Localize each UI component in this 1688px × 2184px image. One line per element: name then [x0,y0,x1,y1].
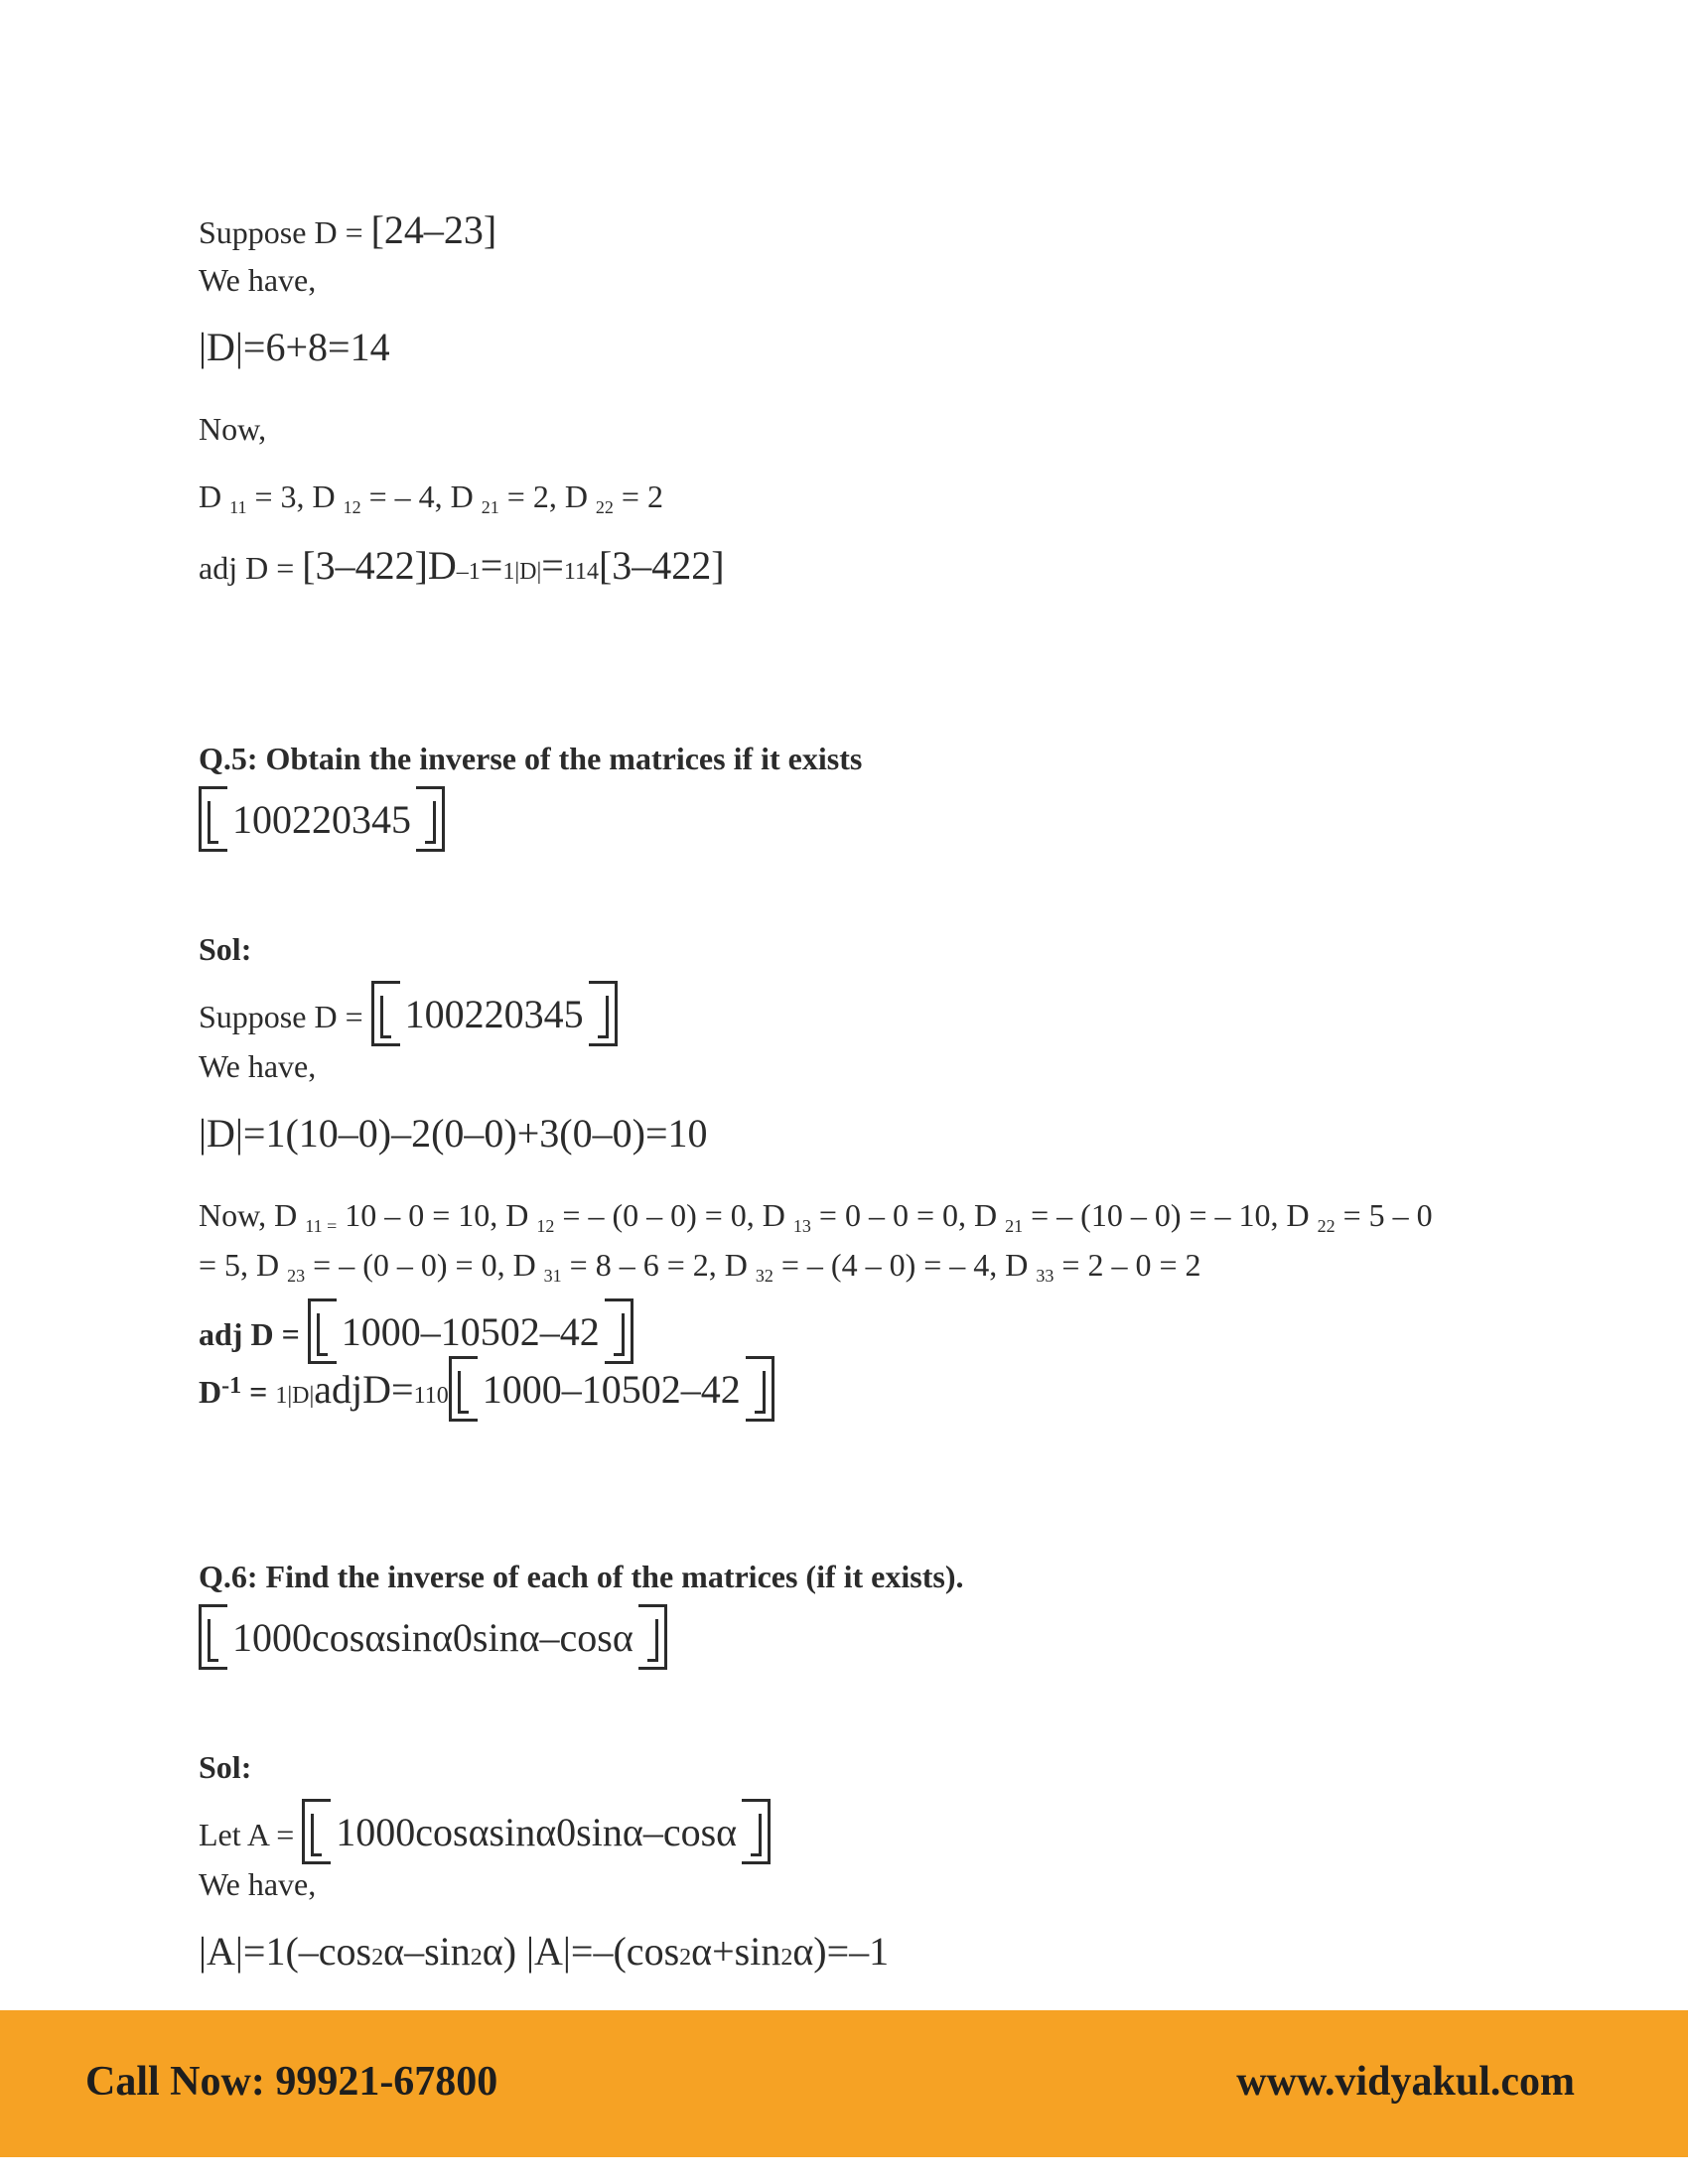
q6-we-have: We have, [199,1866,317,1902]
cofactors-1: D $_{11}$ = 3, D $_{12}$ = – 4, D $_{21}$ = 2, D $_{22}$ = 2 [199,478,663,517]
q6-let: Let A = 1000cosαsinα0sinα–cosα [199,1803,771,1862]
we-have-1: We have, [199,262,317,298]
website-link[interactable]: www.vidyakul.com [1236,2059,1575,2105]
suppose-line-1: Suppose D = [24–23] [199,207,497,252]
q5-determinant: |D|=1(10–0)–2(0–0)+3(0–0)=10 [199,1111,708,1156]
now-label: Now, [199,411,267,447]
q6-determinant: |A|=1(–cos2α–sin2α) |A|=–(cos2α+sin2α)=–1 [199,1929,890,1974]
q6-sol-label: Sol: [199,1749,252,1785]
q5-matrix: 100220345 [199,790,445,850]
adjoint-1: adj D = [3–422]D–1=1|D|=114[3–422] [199,543,725,588]
q6-matrix: 1000cosαsinα0sinα–cosα [199,1608,667,1668]
q5-we-have: We have, [199,1048,317,1084]
determinant-1: |D|=6+8=14 [199,325,390,369]
q5-heading: Q.5: Obtain the inverse of the matrices if it exists [199,741,863,776]
q5-sol-label: Sol: [199,931,252,967]
q5-inverse: $D^{-1}$ = 1|D|adjD=110 1000–10502–42 [199,1360,774,1420]
q5-cofactors-line-2: = 5, D $_{23}$ = – (0 – 0) = 0, D $_{31}$ = 8 – 6 = 2, D $_{32}$ = – (4 – 0) = – 4, D $_{33}$ = 2 – 0 = 2 [199,1247,1201,1286]
q5-suppose: Suppose D = 100220345 [199,985,618,1044]
footer-banner [0,2010,1688,2157]
q5-cofactors-line-1: Now, D $_{11 =}$ 10 – 0 = 10, D $_{12}$ = – (0 – 0) = 0, D $_{13}$ = 0 – 0 = 0, D $_{21}$ = – (10 – 0) = – 10, D $_{22}$ = 5 – 0 [199,1197,1433,1236]
q6-heading: Q.6: Find the inverse of each of the matrices (if it exists). [199,1559,964,1594]
call-now-text[interactable]: Call Now: 99921-67800 [85,2059,498,2105]
q5-adjoint: adj D = 1000–10502–42 [199,1302,633,1362]
